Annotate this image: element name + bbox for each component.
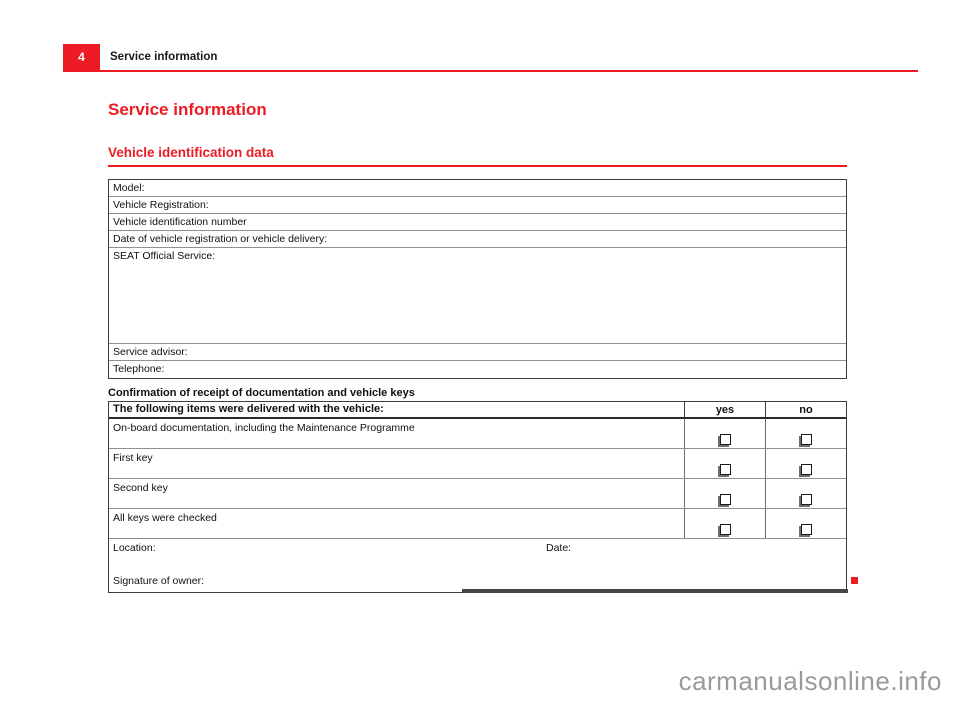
section-title: Vehicle identification data xyxy=(108,145,847,167)
chapter-number-badge: 4 xyxy=(63,44,100,70)
section-end-marker xyxy=(851,577,858,584)
table-bottom-shadow xyxy=(462,589,848,593)
delivery-item-row xyxy=(109,449,846,479)
item-label: First key xyxy=(113,452,153,464)
no-checkbox[interactable] xyxy=(801,434,812,445)
table-row-service-advisor: Service advisor: xyxy=(109,344,846,361)
no-cell xyxy=(765,419,846,448)
footer-row xyxy=(109,539,846,592)
confirmation-heading: Confirmation of receipt of documentation and vehicle keys xyxy=(108,387,415,399)
table-row-vin: Vehicle identification number xyxy=(109,214,846,231)
delivery-item-row xyxy=(109,419,846,449)
item-label: All keys were checked xyxy=(113,512,217,524)
yes-column-header: yes xyxy=(684,402,765,417)
yes-checkbox[interactable] xyxy=(720,524,731,535)
delivery-item-row xyxy=(109,479,846,509)
chapter-title: Service information xyxy=(110,51,218,63)
no-cell xyxy=(765,449,846,478)
yes-checkbox[interactable] xyxy=(720,434,731,445)
page-title: Service information xyxy=(108,100,267,119)
table-row-model: Model: xyxy=(109,180,846,197)
no-checkbox[interactable] xyxy=(801,494,812,505)
signature-label: Signature of owner: xyxy=(113,575,205,587)
table-row-delivery-date: Date of vehicle registration or vehicle delivery: xyxy=(109,231,846,248)
yes-cell xyxy=(684,449,765,478)
delivery-table-header xyxy=(109,402,846,419)
location-label: Location: xyxy=(113,542,156,554)
item-label: On-board documentation, including the Maintenance Programme xyxy=(113,422,415,434)
table-row-telephone: Telephone: xyxy=(113,363,165,375)
table-row-registration: Vehicle Registration: xyxy=(109,197,846,214)
delivery-header-label: The following items were delivered with the vehicle: xyxy=(113,403,384,415)
no-cell xyxy=(765,479,846,508)
yes-checkbox[interactable] xyxy=(720,464,731,475)
yes-cell xyxy=(684,419,765,448)
no-checkbox[interactable] xyxy=(801,524,812,535)
delivery-table xyxy=(108,401,847,593)
yes-cell xyxy=(684,509,765,538)
item-label: Second key xyxy=(113,482,168,494)
header-rule xyxy=(63,70,918,72)
no-column-header: no xyxy=(765,402,846,417)
yes-checkbox[interactable] xyxy=(720,494,731,505)
yes-cell xyxy=(684,479,765,508)
no-checkbox[interactable] xyxy=(801,464,812,475)
identification-table xyxy=(108,179,847,379)
date-label: Date: xyxy=(546,542,572,554)
delivery-item-row xyxy=(109,509,846,539)
watermark: carmanualsonline.info xyxy=(678,666,942,696)
table-row-official-service: SEAT Official Service: xyxy=(109,248,846,344)
no-cell xyxy=(765,509,846,538)
